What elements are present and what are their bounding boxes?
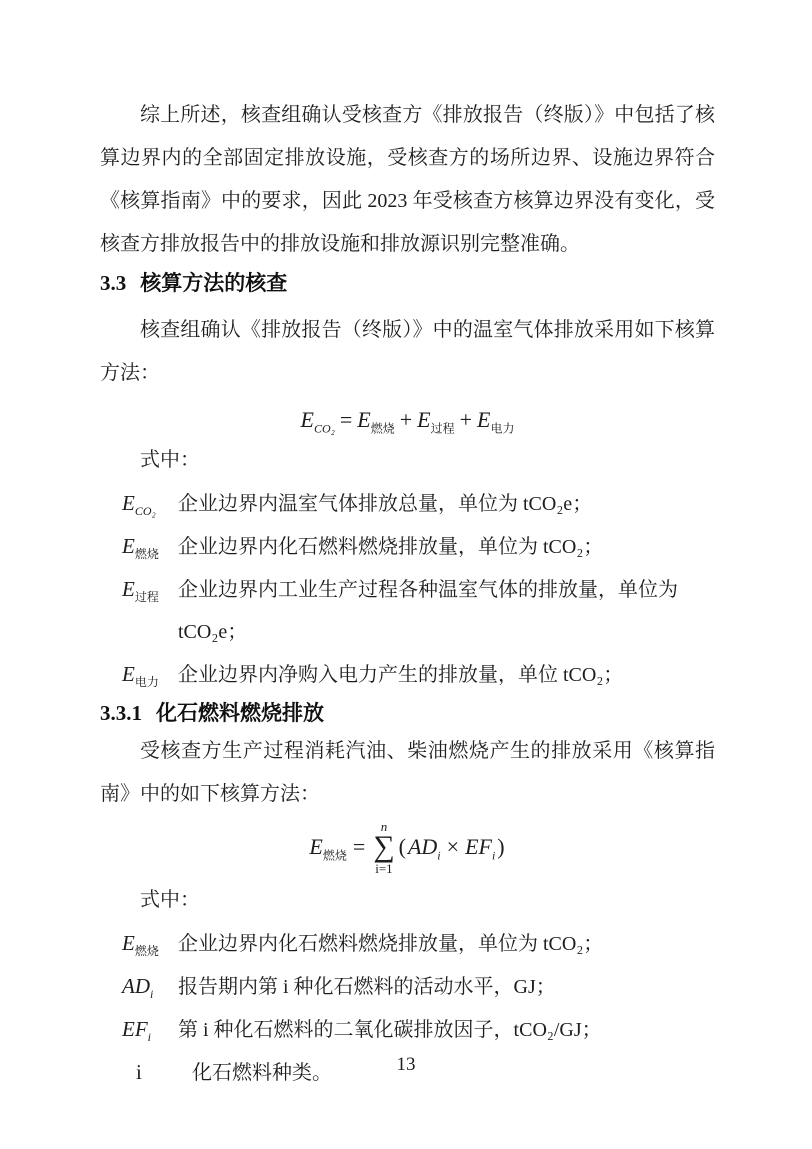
formula-term: $E_{燃烧}$ [309, 834, 347, 863]
section-heading-3-3 [100, 266, 715, 300]
symbol-description: 企业边界内工业生产过程各种温室气体的排放量，单位为 tCO₂e； [178, 579, 678, 643]
definition-row [100, 965, 715, 1008]
definition-row [100, 525, 715, 568]
method-intro-paragraph: 核查组确认《排放报告（终版）》中的温室气体排放采用如下核算方法： [100, 319, 715, 384]
where-label: 式中： [140, 888, 200, 911]
definition-row [100, 1008, 715, 1051]
where-label: 式中： [140, 449, 200, 471]
symbol: $E_{电力}$ [122, 662, 159, 690]
definition-row [100, 568, 715, 653]
definition-row [100, 922, 715, 965]
formula-operator: = [339, 407, 353, 432]
definition-row [100, 653, 715, 696]
formula-term: $E_{CO_2}$ [300, 407, 335, 436]
symbol: $E_{CO_2}$ [122, 491, 156, 519]
symbol-description: 化石燃料种类。 [192, 1061, 332, 1084]
formula-term: $AD_i$ [407, 834, 441, 863]
symbol-description: 报告期内第 i 种化石燃料的活动水平，GJ； [178, 975, 556, 998]
symbol-description: 企业边界内化石燃料燃烧排放量，单位为 tCO₂； [178, 932, 604, 955]
formula-term: $EF_i$ [465, 834, 496, 863]
symbol: $E_{燃烧}$ [122, 930, 159, 958]
section-title: 核算方法的核查 [140, 271, 288, 295]
summation-symbol: n ∑ i=1 [373, 819, 395, 876]
symbol-description: 企业边界内温室气体排放总量，单位为 tCO₂e； [178, 493, 593, 515]
formula-operator: + [459, 407, 473, 432]
summary-paragraph: 综上所述，核查组确认受核查方《排放报告（终版）》中包括了核算边界内的全部固定排放设施，受核查方的场所边界、设施边界符合《核算指南》中的要求，因此 2023 年受核查方核算边界没有变化，受核查方排放报告中的排放设施和排放源识别完整准确。 [100, 104, 715, 255]
formula-operator: ( [398, 834, 406, 860]
symbol: i [136, 1059, 142, 1084]
formula-total-emissions [100, 401, 715, 439]
fuel-intro-paragraph: 受核查方生产过程消耗汽油、柴油燃烧产生的排放采用《核算指南》中的如下核算方法： [100, 740, 715, 805]
sigma-icon: ∑ [373, 830, 395, 863]
symbol: $E_{过程}$ [122, 577, 159, 605]
section-number: 3.3.1 [100, 701, 142, 725]
formula-combustion [100, 816, 715, 879]
symbol-description: 企业边界内净购入电力产生的排放量，单位 tCO₂； [178, 664, 624, 686]
formula-term: $E_{电力}$ [477, 407, 515, 436]
formula-operator: = [352, 834, 366, 860]
symbol: $AD_i$ [122, 973, 154, 1001]
section-title: 化石燃料燃烧排放 [156, 701, 324, 725]
symbol: $EF_i$ [122, 1016, 151, 1044]
definition-row [100, 482, 715, 525]
symbol: $E_{燃烧}$ [122, 534, 159, 562]
section-number: 3.3 [100, 271, 127, 295]
symbol-description: 第 i 种化石燃料的二氧化碳排放因子，tCO₂/GJ； [178, 1018, 602, 1041]
page-number: 13 [396, 1054, 416, 1075]
symbol-description: 企业边界内化石燃料燃烧排放量，单位为 tCO₂； [178, 536, 604, 558]
formula-operator: + [399, 407, 413, 432]
formula-term: $E_{过程}$ [417, 407, 455, 436]
formula-term: $E_{燃烧}$ [357, 407, 395, 436]
formula-operator: × [446, 834, 460, 860]
formula-operator: ) [497, 834, 505, 860]
section-heading-3-3-1 [100, 696, 715, 730]
